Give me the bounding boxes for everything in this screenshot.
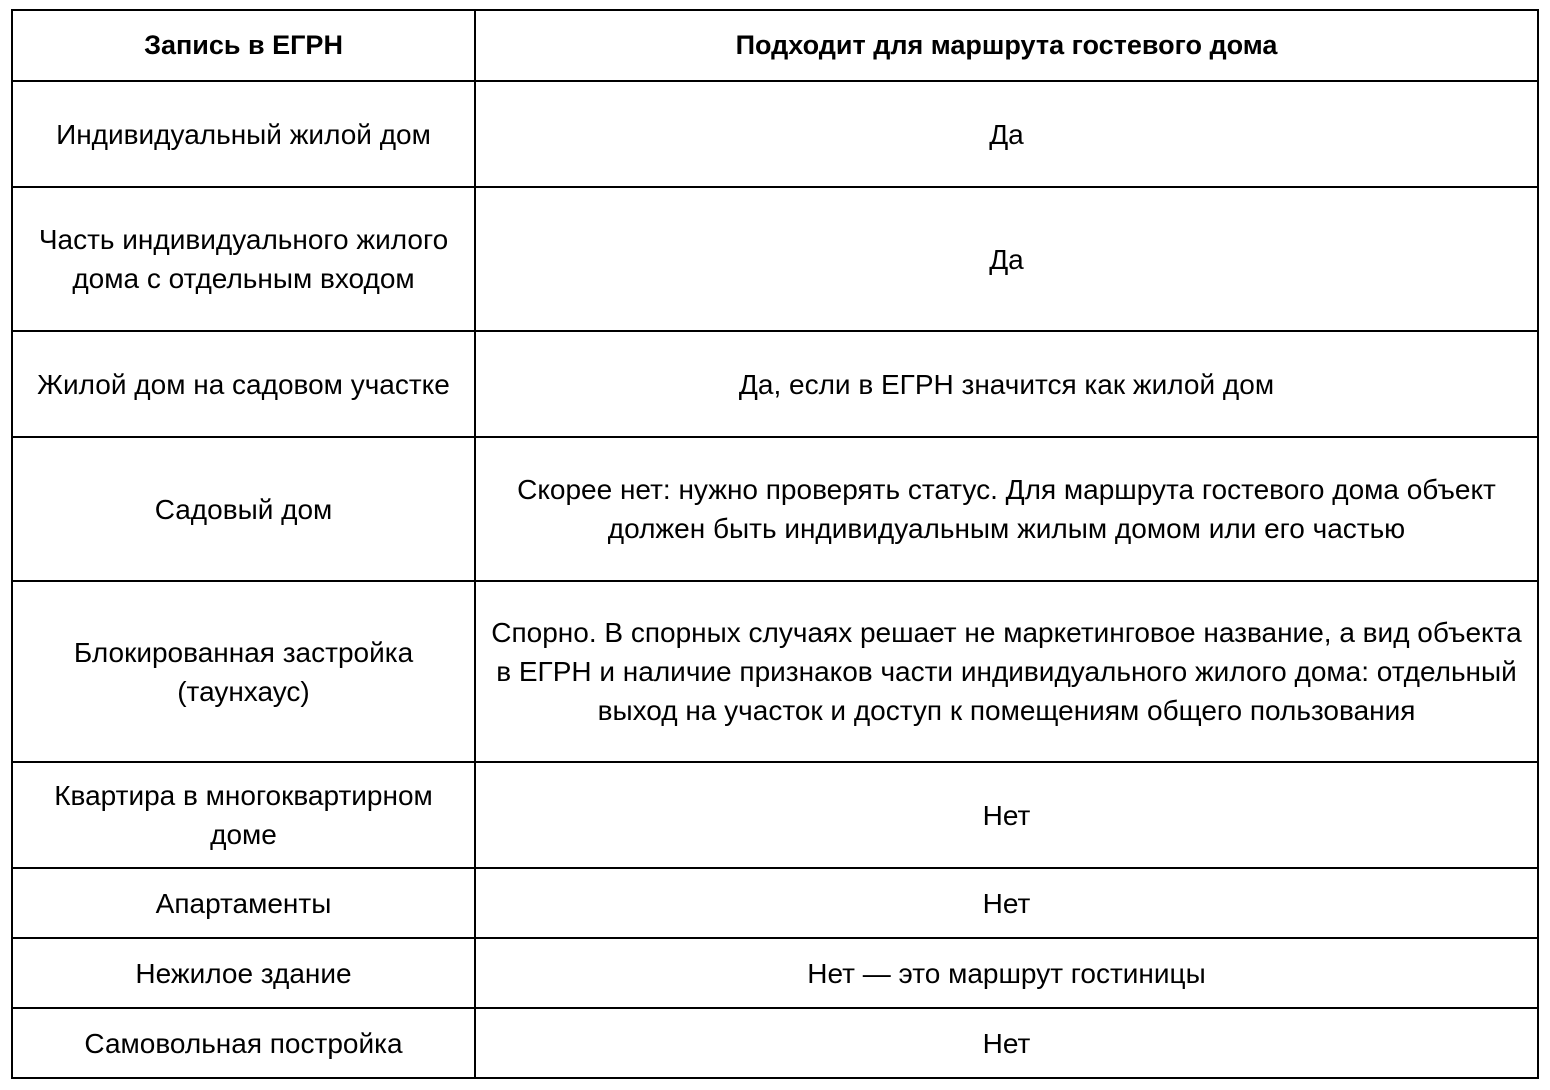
- cell-suitability: Да: [475, 187, 1538, 331]
- table-row: [12, 437, 1538, 581]
- cell-suitability: Спорно. В спорных случаях решает не маркетинговое название, а вид объекта в ЕГРН и наличие признаков части индивидуального жилого дома: отдельный выход на участок и доступ к помещениям общего пользования: [475, 581, 1538, 762]
- header-egrn-record: Запись в ЕГРН: [12, 10, 475, 81]
- cell-suitability: Скорее нет: нужно проверять статус. Для маршрута гостевого дома объект должен быть индивидуальным жилым домом или его частью: [475, 437, 1538, 581]
- table-row: [12, 331, 1538, 437]
- table-header-row: [12, 10, 1538, 81]
- table-row: [12, 581, 1538, 762]
- cell-record-type: Индивидуальный жилой дом: [12, 81, 475, 187]
- table-row: [12, 762, 1538, 868]
- cell-record-type: Нежилое здание: [12, 938, 475, 1008]
- cell-suitability: Нет — это маршрут гостиницы: [475, 938, 1538, 1008]
- cell-suitability: Да: [475, 81, 1538, 187]
- egrn-table: [11, 9, 1539, 1079]
- cell-record-type: Жилой дом на садовом участке: [12, 331, 475, 437]
- header-guest-house-suitability: Подходит для маршрута гостевого дома: [475, 10, 1538, 81]
- cell-suitability: Нет: [475, 868, 1538, 938]
- cell-record-type: Блокированная застройка (таунхаус): [12, 581, 475, 762]
- table-row: [12, 1008, 1538, 1078]
- cell-suitability: Нет: [475, 1008, 1538, 1078]
- table-row: [12, 81, 1538, 187]
- cell-suitability: Да, если в ЕГРН значится как жилой дом: [475, 331, 1538, 437]
- cell-record-type: Самовольная постройка: [12, 1008, 475, 1078]
- cell-record-type: Квартира в многоквартирном доме: [12, 762, 475, 868]
- cell-record-type: Садовый дом: [12, 437, 475, 581]
- table-row: [12, 868, 1538, 938]
- table-row: [12, 938, 1538, 1008]
- cell-record-type: Апартаменты: [12, 868, 475, 938]
- egrn-table-container: [11, 9, 1539, 1079]
- table-row: [12, 187, 1538, 331]
- cell-suitability: Нет: [475, 762, 1538, 868]
- cell-record-type: Часть индивидуального жилого дома с отдельным входом: [12, 187, 475, 331]
